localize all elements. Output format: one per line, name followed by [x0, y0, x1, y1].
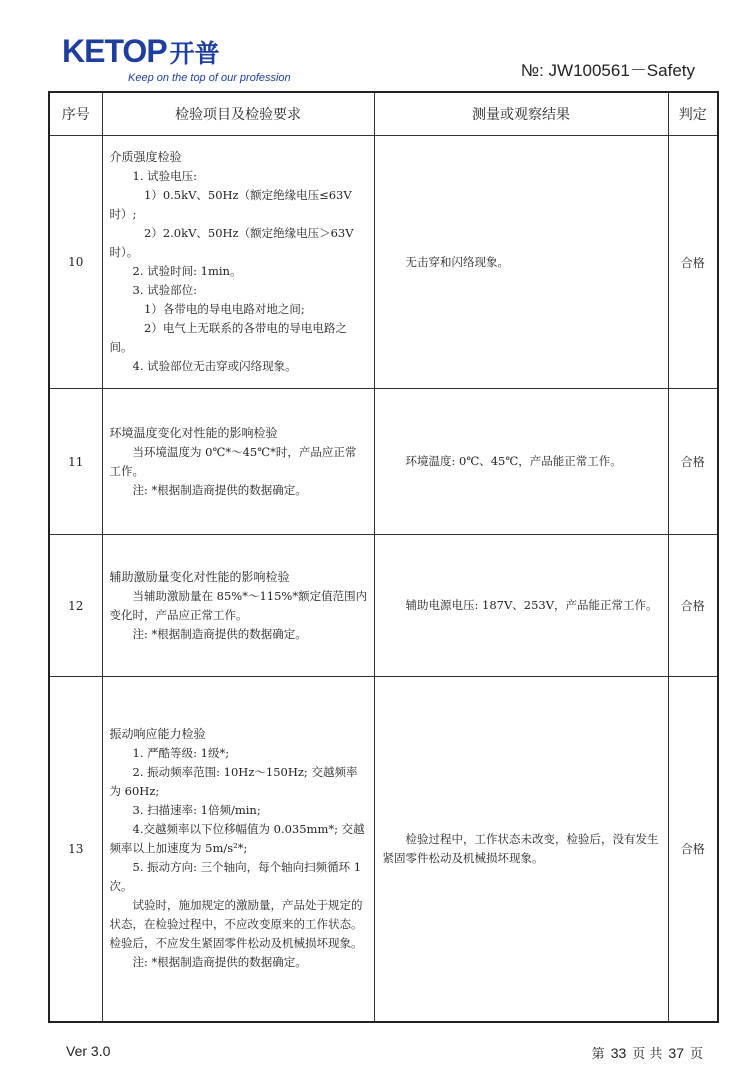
table-row	[49, 535, 718, 677]
result-text: 检验过程中，工作状态未改变，检验后，没有发生紧固零件松动及机械损坏现象。	[382, 831, 659, 865]
requirement-cell	[102, 389, 374, 535]
requirement-line: 注: *根据制造商提供的数据确定。	[132, 955, 307, 970]
requirement-line: 1）各带电的导电电路对地之间;	[144, 302, 305, 316]
requirement-line: 4.交越频率以下位移幅值为 0.035mm*; 交越频率以上加速度为 5m/s²*;	[109, 822, 365, 856]
requirement-line: 3. 扫描速率: 1倍频/min;	[132, 803, 261, 818]
requirement-cell	[102, 136, 374, 389]
page-counter	[592, 1043, 703, 1062]
page-suffix: 页	[689, 1047, 703, 1062]
header-result: 测量或观察结果	[374, 92, 668, 136]
header-serial: 序号	[49, 92, 102, 136]
row-number: 12	[49, 535, 102, 677]
requirement-line: 5. 振动方向: 三个轴向，每个轴向扫频循环 1次。	[109, 860, 362, 894]
requirement-line: 1. 严酷等级: 1级*;	[132, 746, 230, 761]
verdict-cell: 合格	[668, 389, 718, 535]
table-row	[49, 136, 718, 389]
header-requirement: 检验项目及检验要求	[102, 92, 374, 136]
result-text: 无击穿和闪络现象。	[405, 254, 509, 269]
logo-wordmark	[62, 34, 291, 71]
page-mid: 页 共	[632, 1047, 663, 1062]
requirement-line: 1）0.5kV、50Hz（额定绝缘电压≤63V时）;	[109, 188, 352, 221]
row-number: 10	[49, 136, 102, 389]
verdict-cell: 合格	[668, 677, 718, 1022]
result-cell	[374, 136, 668, 389]
table-header-row	[49, 92, 718, 136]
verdict-cell: 合格	[668, 136, 718, 389]
result-text: 环境温度: 0℃、45℃，产品能正常工作。	[405, 454, 622, 468]
requirement-line: 2）电气上无联系的各带电的导电电路之间。	[109, 321, 347, 354]
requirement-cell	[102, 677, 374, 1022]
requirement-line: 1. 试验电压:	[132, 169, 198, 183]
result-text: 辅助电源电压: 187V、253V，产品能正常工作。	[405, 598, 658, 612]
logo-cn-text: 开普	[169, 39, 220, 68]
page-prefix: 第	[591, 1047, 605, 1062]
page-total: 37	[668, 1045, 684, 1061]
requirement-title: 辅助激励量变化对性能的影响检验	[109, 569, 290, 584]
version-label: Ver 3.0	[66, 1043, 111, 1059]
logo-text: KETOP	[62, 33, 167, 69]
header-verdict: 判定	[668, 92, 718, 136]
requirement-title: 环境温度变化对性能的影响检验	[109, 425, 278, 440]
requirement-line: 试验时，施加规定的激励量，产品处于规定的状态，在检验过程中，不应改变原来的工作状态。检验后，不应发生紧固零件松动及机械损坏现象。	[109, 898, 363, 951]
inspection-table	[48, 91, 719, 1023]
table-row	[49, 677, 718, 1022]
requirement-line: 3. 试验部位:	[132, 283, 198, 297]
document-number: №: JW100561－Safety	[520, 61, 695, 80]
table-row	[49, 389, 718, 535]
requirement-line: 2. 振动频率范围: 10Hz～150Hz; 交越频率为 60Hz;	[109, 765, 358, 799]
requirement-line: 2. 试验时间: 1min。	[132, 264, 242, 278]
requirement-line: 2）2.0kV、50Hz（额定绝缘电压＞63V时）。	[109, 226, 354, 259]
result-cell	[374, 677, 668, 1022]
requirement-title: 介质强度检验	[109, 150, 182, 164]
requirement-line: 注: *根据制造商提供的数据确定。	[132, 626, 307, 641]
row-number: 13	[49, 677, 102, 1022]
page-current: 33	[610, 1045, 627, 1061]
logo-tagline: Keep on the top of our profession	[128, 72, 291, 84]
verdict-cell: 合格	[668, 535, 718, 677]
result-cell	[374, 389, 668, 535]
company-logo	[62, 34, 291, 84]
requirement-cell	[102, 535, 374, 677]
result-cell	[374, 535, 668, 677]
requirement-line: 当辅助激励量在 85%*～115%*额定值范围内变化时，产品应正常工作。	[109, 588, 368, 622]
row-number: 11	[49, 389, 102, 535]
requirement-line: 当环境温度为 0℃*～45℃*时，产品应正常工作。	[109, 444, 357, 478]
requirement-line: 4. 试验部位无击穿或闪络现象。	[132, 359, 297, 373]
requirement-line: 注: *根据制造商提供的数据确定。	[132, 482, 307, 497]
requirement-title: 振动响应能力检验	[109, 727, 206, 742]
